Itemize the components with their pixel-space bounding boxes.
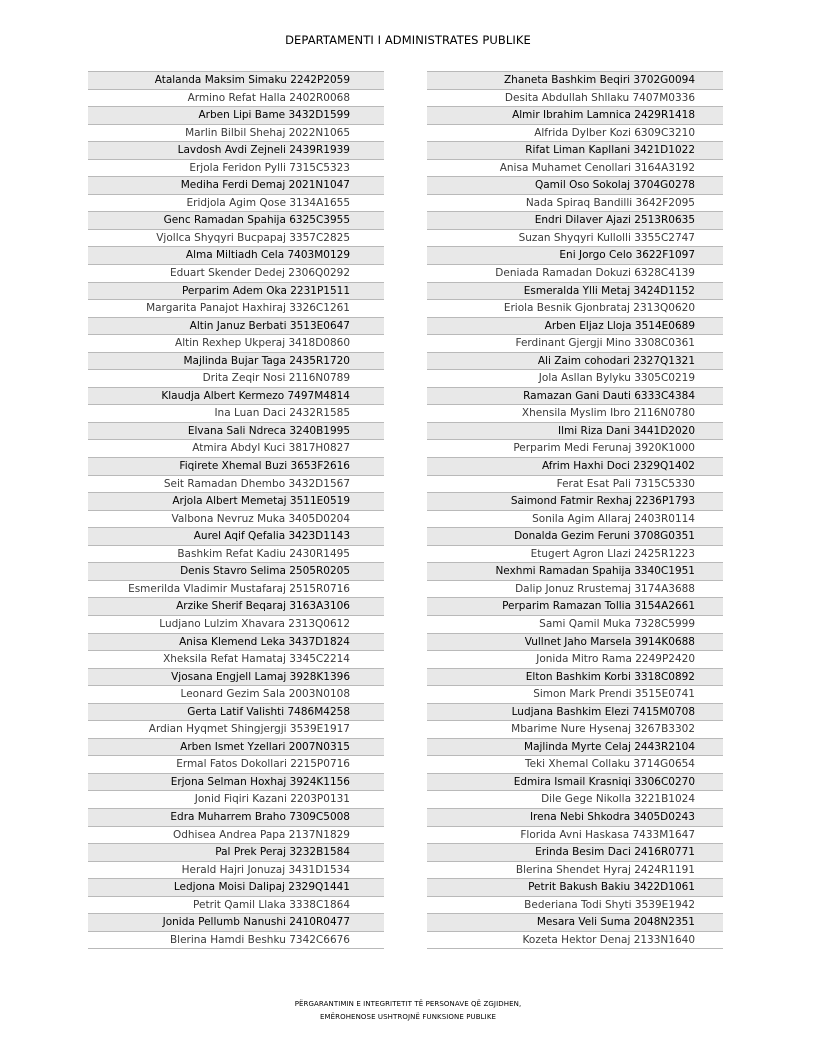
- list-item: Armino Refat Halla 2402R0068: [88, 90, 384, 108]
- list-item: Eriola Besnik Gjonbrataj 2313Q0620: [427, 300, 723, 318]
- list-item: Jonida Pellumb Nanushi 2410R0477: [88, 914, 384, 932]
- list-item: Petrit Bakush Bakiu 3422D1061: [427, 879, 723, 897]
- list-item: Donalda Gezim Feruni 3708G0351: [427, 528, 723, 546]
- list-item: Teki Xhemal Collaku 3714G0654: [427, 756, 723, 774]
- list-item: Erjona Selman Hoxhaj 3924K1156: [88, 774, 384, 792]
- right-name-list: [427, 71, 723, 949]
- list-item: Odhisea Andrea Papa 2137N1829: [88, 827, 384, 845]
- list-item: Petrit Qamil Llaka 3338C1864: [88, 897, 384, 915]
- list-item: Blerina Shendet Hyraj 2424R1191: [427, 862, 723, 880]
- list-item: Drita Zeqir Nosi 2116N0789: [88, 370, 384, 388]
- list-item: Majlinda Bujar Taga 2435R1720: [88, 353, 384, 371]
- list-item: Sami Qamil Muka 7328C5999: [427, 616, 723, 634]
- list-item: Sonila Agim Allaraj 2403R0114: [427, 511, 723, 529]
- list-item: Fiqirete Xhemal Buzi 3653F2616: [88, 458, 384, 476]
- list-item: Aurel Aqif Qefalia 3423D1143: [88, 528, 384, 546]
- list-item: Margarita Panajot Haxhiraj 3326C1261: [88, 300, 384, 318]
- list-item: Seit Ramadan Dhembo 3432D1567: [88, 476, 384, 494]
- list-item: Etugert Agron Llazi 2425R1223: [427, 546, 723, 564]
- list-item: Ludjana Bashkim Elezi 7415M0708: [427, 704, 723, 722]
- footer: [0, 998, 816, 1024]
- list-item: Edmira Ismail Krasniqi 3306C0270: [427, 774, 723, 792]
- list-item: Esmeralda Ylli Metaj 3424D1152: [427, 283, 723, 301]
- list-item: Eduart Skender Dedej 2306Q0292: [88, 265, 384, 283]
- list-item: Eni Jorgo Celo 3622F1097: [427, 247, 723, 265]
- list-item: Perparim Medi Ferunaj 3920K1000: [427, 440, 723, 458]
- list-item: Saimond Fatmir Rexhaj 2236P1793: [427, 493, 723, 511]
- list-item: Majlinda Myrte Celaj 2443R2104: [427, 739, 723, 757]
- list-item: Ardian Hyqmet Shingjergji 3539E1917: [88, 721, 384, 739]
- list-item: Edra Muharrem Braho 7309C5008: [88, 809, 384, 827]
- list-item: Erjola Feridon Pylli 7315C5323: [88, 160, 384, 178]
- list-item: Mbarime Nure Hysenaj 3267B3302: [427, 721, 723, 739]
- list-item: Xhensila Myslim Ibro 2116N0780: [427, 405, 723, 423]
- list-item: Denis Stavro Selima 2505R0205: [88, 563, 384, 581]
- footer-line-2: EMËROHENOSE USHTROJNË FUNKSIONE PUBLIKE: [319, 1013, 497, 1021]
- list-item: Elton Bashkim Korbi 3318C0892: [427, 669, 723, 687]
- list-item: Ludjano Lulzim Xhavara 2313Q0612: [88, 616, 384, 634]
- list-item: Perparim Adem Oka 2231P1511: [88, 283, 384, 301]
- list-item: Deniada Ramadan Dokuzi 6328C4139: [427, 265, 723, 283]
- list-item: Jonida Mitro Rama 2249P2420: [427, 651, 723, 669]
- list-item: Arben Lipi Bame 3432D1599: [88, 107, 384, 125]
- list-item: Bederiana Todi Shyti 3539E1942: [427, 897, 723, 915]
- list-item: Valbona Nevruz Muka 3405D0204: [88, 511, 384, 529]
- list-item: Eridjola Agim Qose 3134A1655: [88, 195, 384, 213]
- list-item: Vjollca Shyqyri Bucpapaj 3357C2825: [88, 230, 384, 248]
- list-item: Ermal Fatos Dokollari 2215P0716: [88, 756, 384, 774]
- list-item: Almir Ibrahim Lamnica 2429R1418: [427, 107, 723, 125]
- list-item: Bashkim Refat Kadiu 2430R1495: [88, 546, 384, 564]
- list-item: Simon Mark Prendi 3515E0741: [427, 686, 723, 704]
- list-item: Zhaneta Bashkim Beqiri 3702G0094: [427, 72, 723, 90]
- list-item: Vjosana Engjell Lamaj 3928K1396: [88, 669, 384, 687]
- list-item: Genc Ramadan Spahija 6325C3955: [88, 212, 384, 230]
- list-item: Perparim Ramazan Tollia 3154A2661: [427, 598, 723, 616]
- list-item: Nada Spiraq Bandilli 3642F2095: [427, 195, 723, 213]
- list-item: Ina Luan Daci 2432R1585: [88, 405, 384, 423]
- list-item: Suzan Shyqyri Kullolli 3355C2747: [427, 230, 723, 248]
- list-item: Xheksila Refat Hamataj 3345C2214: [88, 651, 384, 669]
- list-item: Lavdosh Avdi Zejneli 2439R1939: [88, 142, 384, 160]
- list-item: Jonid Fiqiri Kazani 2203P0131: [88, 791, 384, 809]
- list-item: Ilmi Riza Dani 3441D2020: [427, 423, 723, 441]
- left-name-list: [88, 71, 384, 949]
- list-item: Ledjona Moisi Dalipaj 2329Q1441: [88, 879, 384, 897]
- list-item: Arjola Albert Memetaj 3511E0519: [88, 493, 384, 511]
- list-item: Rifat Liman Kapllani 3421D1022: [427, 142, 723, 160]
- list-item: Mesara Veli Suma 2048N2351: [427, 914, 723, 932]
- list-item: Ramazan Gani Dauti 6333C4384: [427, 388, 723, 406]
- list-item: Erinda Besim Daci 2416R0771: [427, 844, 723, 862]
- list-item: Jola Asllan Bylyku 3305C0219: [427, 370, 723, 388]
- list-item: Alma Miltiadh Cela 7403M0129: [88, 247, 384, 265]
- list-item: Arben Eljaz Lloja 3514E0689: [427, 318, 723, 336]
- list-item: Herald Hajri Jonuzaj 3431D1534: [88, 862, 384, 880]
- list-item: Altin Januz Berbati 3513E0647: [88, 318, 384, 336]
- list-item: Arzike Sherif Beqaraj 3163A3106: [88, 598, 384, 616]
- list-item: Afrim Haxhi Doci 2329Q1402: [427, 458, 723, 476]
- list-item: Gerta Latif Valishti 7486M4258: [88, 704, 384, 722]
- list-item: Anisa Klemend Leka 3437D1824: [88, 634, 384, 652]
- list-item: Dile Gege Nikolla 3221B1024: [427, 791, 723, 809]
- list-item: Elvana Sali Ndreca 3240B1995: [88, 423, 384, 441]
- list-item: Vullnet Jaho Marsela 3914K0688: [427, 634, 723, 652]
- list-item: Anisa Muhamet Cenollari 3164A3192: [427, 160, 723, 178]
- footer-line-1: PËRGARANTIMIN E INTEGRITETIT TË PERSONAVE QË ZGJIDHEN,: [294, 1000, 522, 1008]
- page-title: DEPARTAMENTI I ADMINISTRATES PUBLIKE: [285, 33, 531, 47]
- list-item: Ferat Esat Pali 7315C5330: [427, 476, 723, 494]
- list-item: Dalip Jonuz Rrustemaj 3174A3688: [427, 581, 723, 599]
- list-item: Mediha Ferdi Demaj 2021N1047: [88, 177, 384, 195]
- list-item: Alfrida Dylber Kozi 6309C3210: [427, 125, 723, 143]
- list-item: Nexhmi Ramadan Spahija 3340C1951: [427, 563, 723, 581]
- list-item: Esmerilda Vladimir Mustafaraj 2515R0716: [88, 581, 384, 599]
- list-item: Ali Zaim cohodari 2327Q1321: [427, 353, 723, 371]
- list-item: Endri Dilaver Ajazi 2513R0635: [427, 212, 723, 230]
- list-item: Atmira Abdyl Kuci 3817H0827: [88, 440, 384, 458]
- list-item: Irena Nebi Shkodra 3405D0243: [427, 809, 723, 827]
- list-item: Ferdinant Gjergji Mino 3308C0361: [427, 335, 723, 353]
- list-item: Leonard Gezim Sala 2003N0108: [88, 686, 384, 704]
- list-item: Arben Ismet Yzellari 2007N0315: [88, 739, 384, 757]
- list-item: Blerina Hamdi Beshku 7342C6676: [88, 932, 384, 950]
- list-item: Florida Avni Haskasa 7433M1647: [427, 827, 723, 845]
- list-item: Klaudja Albert Kermezo 7497M4814: [88, 388, 384, 406]
- list-item: Desita Abdullah Shllaku 7407M0336: [427, 90, 723, 108]
- list-item: Qamil Oso Sokolaj 3704G0278: [427, 177, 723, 195]
- list-item: Altin Rexhep Ukperaj 3418D0860: [88, 335, 384, 353]
- list-item: Marlin Bilbil Shehaj 2022N1065: [88, 125, 384, 143]
- list-item: Pal Prek Peraj 3232B1584: [88, 844, 384, 862]
- list-item: Kozeta Hektor Denaj 2133N1640: [427, 932, 723, 950]
- list-item: Atalanda Maksim Simaku 2242P2059: [88, 72, 384, 90]
